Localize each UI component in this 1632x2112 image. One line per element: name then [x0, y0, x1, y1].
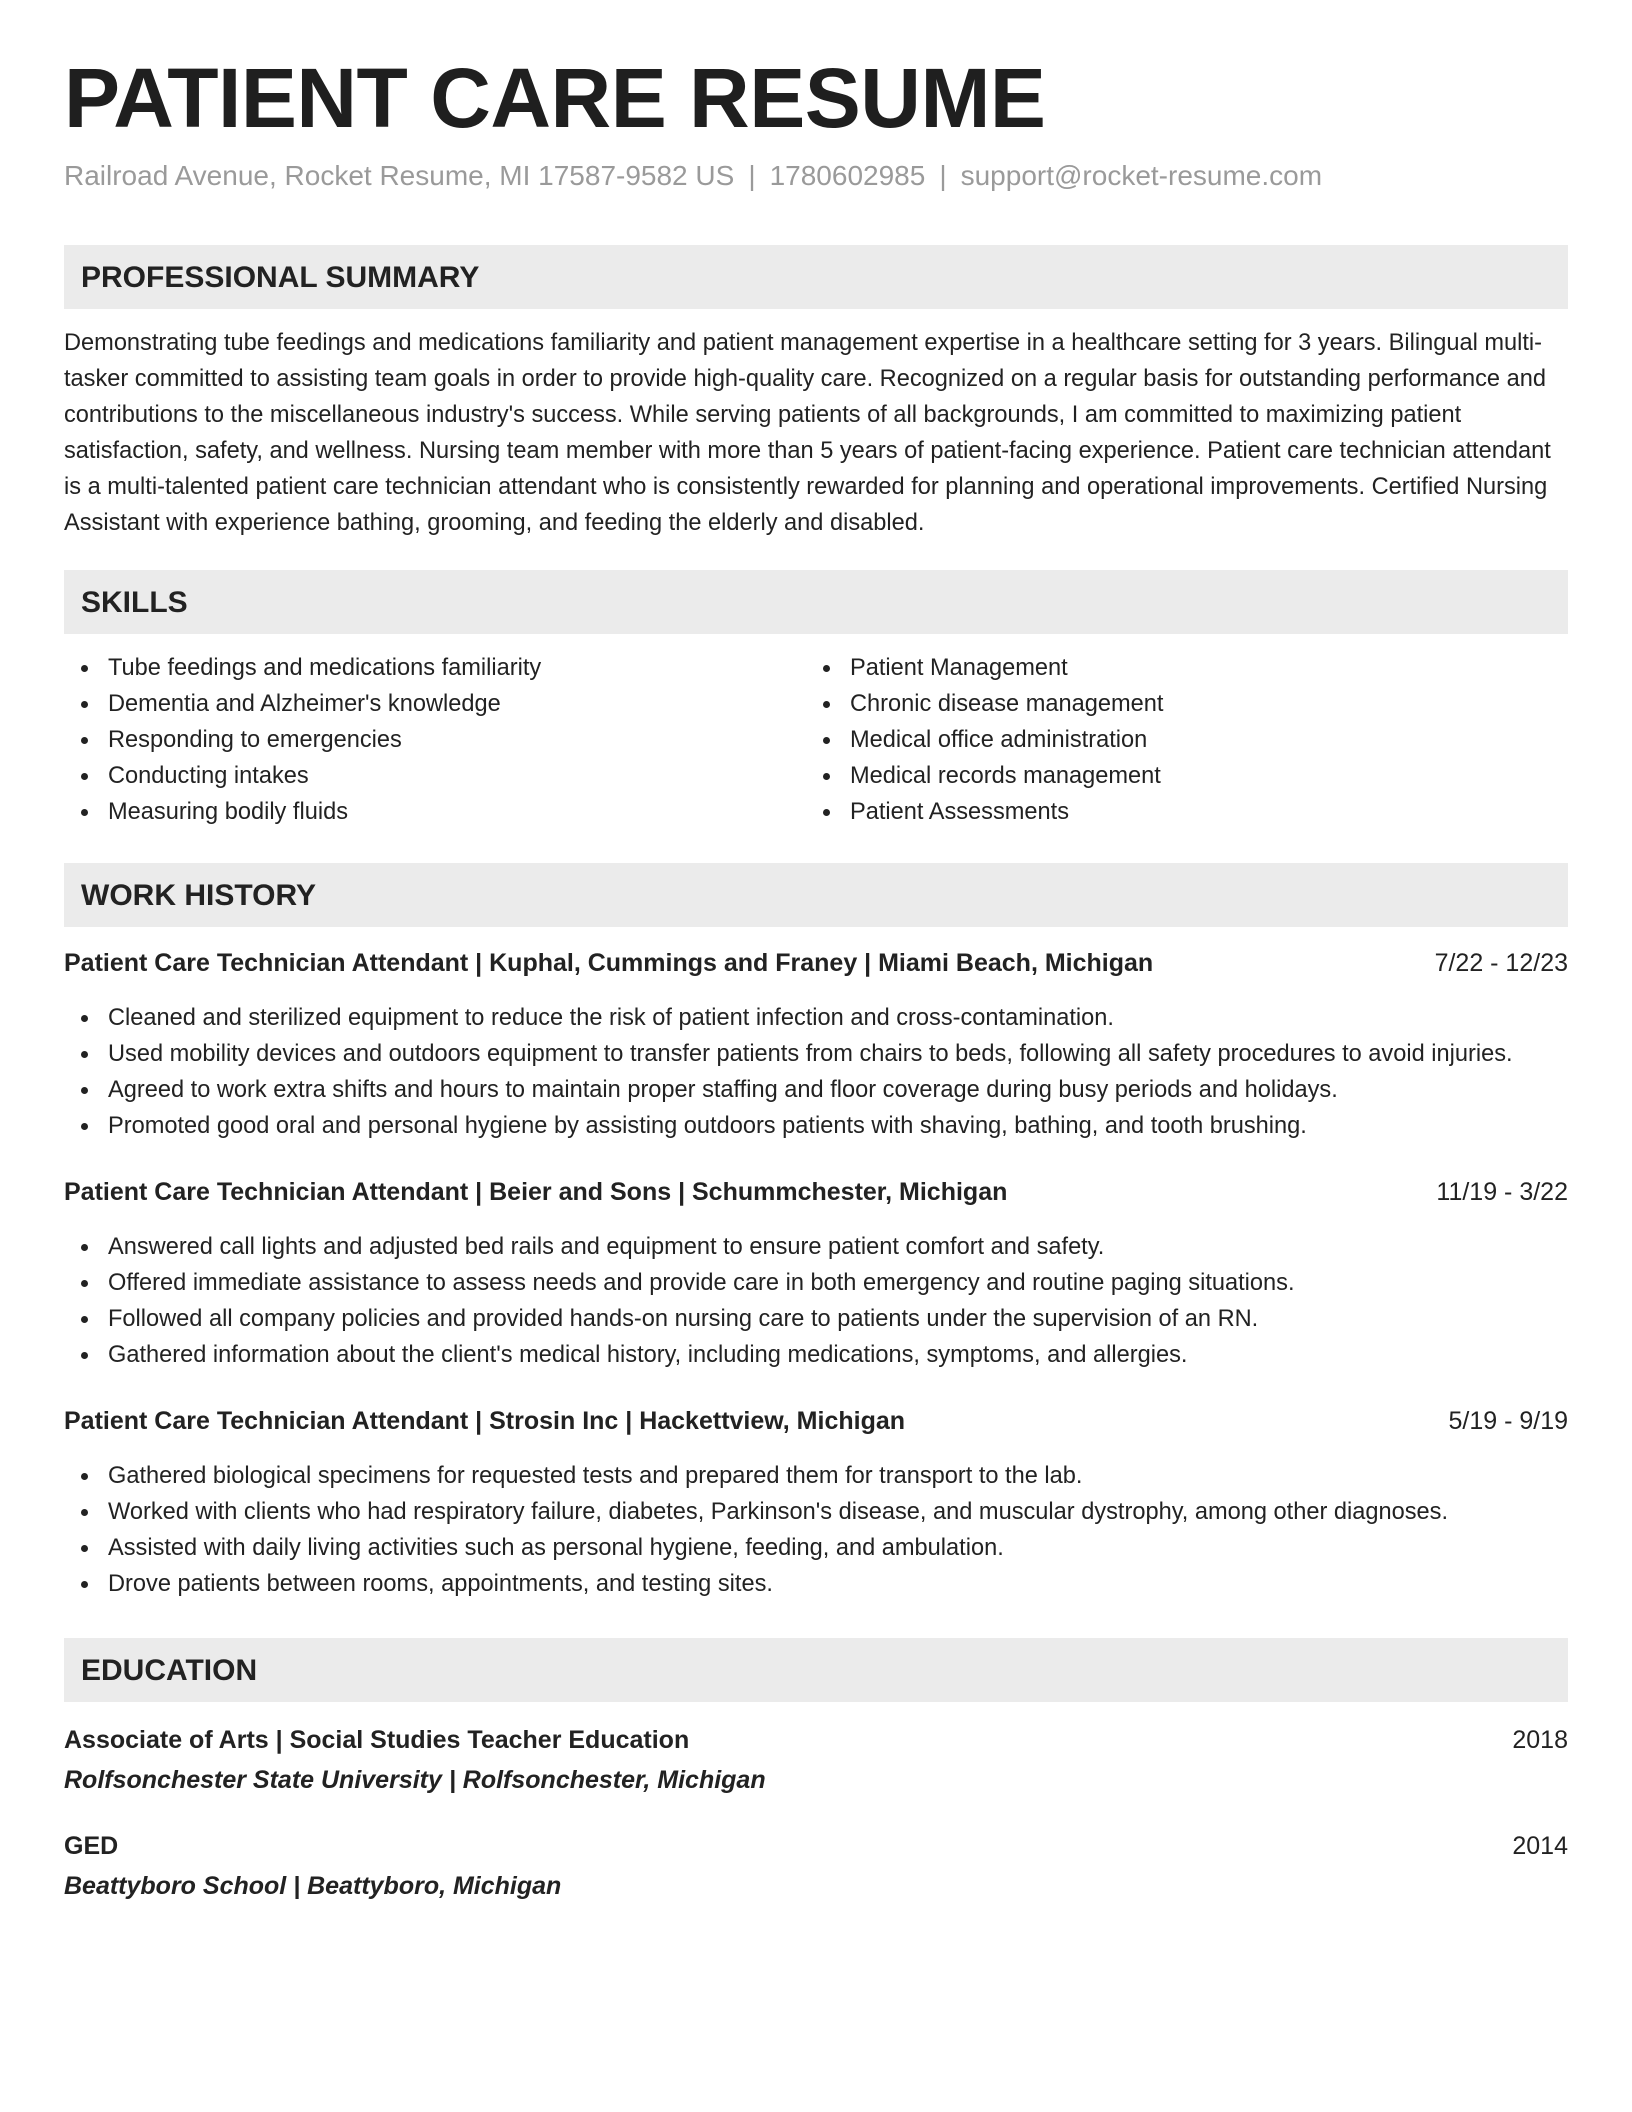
skills-column-left: [64, 650, 806, 830]
job-bullet: Offered immediate assistance to assess needs and provide care in both emergency and routine paging situations.: [64, 1265, 1568, 1301]
job-dates: 11/19 - 3/22: [1436, 1177, 1568, 1206]
education-year: 2014: [1512, 1831, 1568, 1860]
job-dates: 7/22 - 12/23: [1434, 948, 1568, 977]
skill-item: Tube feedings and medications familiarity: [64, 650, 806, 686]
education-school: Rolfsonchester State University | Rolfsonchester, Michigan: [64, 1765, 766, 1794]
education-header: [64, 1828, 1568, 1864]
skill-item: Patient Assessments: [806, 794, 1568, 830]
section-title-summary: PROFESSIONAL SUMMARY: [64, 245, 1568, 309]
education-entry: [64, 1828, 1568, 1904]
education-degree: Associate of Arts | Social Studies Teacher Education: [64, 1725, 690, 1754]
contact-email: support@rocket-resume.com: [960, 160, 1323, 192]
job-bullet: Promoted good oral and personal hygiene by assisting outdoors patients with shaving, bathing, and tooth brushing.: [64, 1108, 1568, 1144]
skill-item: Medical records management: [806, 758, 1568, 794]
job-header: [64, 945, 1568, 981]
job-bullets: [64, 1229, 1568, 1373]
education-degree: GED: [64, 1831, 119, 1860]
contact-line: [64, 158, 1568, 194]
job-bullet: Cleaned and sterilized equipment to reduce the risk of patient infection and cross-contamination.: [64, 1000, 1568, 1036]
education-school: Beattyboro School | Beattyboro, Michigan: [64, 1871, 562, 1900]
job-header: [64, 1174, 1568, 1210]
job-bullet: Followed all company policies and provided hands-on nursing care to patients under the supervision of an RN.: [64, 1301, 1568, 1337]
education-entry: [64, 1722, 1568, 1798]
section-title-education: EDUCATION: [64, 1638, 1568, 1702]
skills-list: [64, 650, 1568, 830]
job-bullets: [64, 1458, 1568, 1602]
job-entry: [64, 1174, 1568, 1373]
education-header: [64, 1722, 1568, 1758]
education-year: 2018: [1512, 1725, 1568, 1754]
job-header: [64, 1403, 1568, 1439]
job-entry: [64, 945, 1568, 1144]
contact-separator: |: [748, 160, 756, 192]
job-dates: 5/19 - 9/19: [1448, 1406, 1568, 1435]
job-heading: Patient Care Technician Attendant | Kuphal, Cummings and Franey | Miami Beach, Michigan: [64, 948, 1154, 977]
job-heading: Patient Care Technician Attendant | Beier and Sons | Schummchester, Michigan: [64, 1177, 1008, 1206]
section-title-skills: SKILLS: [64, 570, 1568, 634]
job-bullet: Worked with clients who had respiratory failure, diabetes, Parkinson's disease, and muscular dystrophy, among other diagnoses.: [64, 1494, 1568, 1530]
job-bullet: Gathered biological specimens for requested tests and prepared them for transport to the lab.: [64, 1458, 1568, 1494]
job-bullets: [64, 1000, 1568, 1144]
job-bullet: Gathered information about the client's medical history, including medications, symptoms, and allergies.: [64, 1337, 1568, 1373]
resume-name: PATIENT CARE RESUME: [64, 51, 1046, 145]
skill-item: Chronic disease management: [806, 686, 1568, 722]
contact-phone: 1780602985: [769, 160, 926, 192]
skills-column-right: [806, 650, 1568, 830]
job-bullet: Used mobility devices and outdoors equipment to transfer patients from chairs to beds, following all safety procedures to avoid injuries.: [64, 1036, 1568, 1072]
job-bullet: Drove patients between rooms, appointments, and testing sites.: [64, 1566, 1568, 1602]
job-bullet: Answered call lights and adjusted bed rails and equipment to ensure patient comfort and safety.: [64, 1229, 1568, 1265]
section-title-work: WORK HISTORY: [64, 863, 1568, 927]
contact-address: Railroad Avenue, Rocket Resume, MI 17587-9582 US: [64, 160, 735, 192]
skill-item: Responding to emergencies: [64, 722, 806, 758]
skill-item: Conducting intakes: [64, 758, 806, 794]
skill-item: Dementia and Alzheimer's knowledge: [64, 686, 806, 722]
job-heading: Patient Care Technician Attendant | Strosin Inc | Hackettview, Michigan: [64, 1406, 906, 1435]
skill-item: Measuring bodily fluids: [64, 794, 806, 830]
job-entry: [64, 1403, 1568, 1602]
skill-item: Patient Management: [806, 650, 1568, 686]
job-bullet: Agreed to work extra shifts and hours to maintain proper staffing and floor coverage during busy periods and holidays.: [64, 1072, 1568, 1108]
skill-item: Medical office administration: [806, 722, 1568, 758]
summary-text: Demonstrating tube feedings and medications familiarity and patient management expertise in a healthcare setting for 3 years. Bilingual multi-tasker committed to assisting team goals in order to provide high-quality care. Recognized on a regular basis for outstanding performance and contributions to the miscellaneous industry's success. While serving patients of all backgrounds, I am committed to maximizing patient satisfaction, safety, and wellness. Nursing team member with more than 5 years of patient-facing experience. Patient care technician attendant is a multi-talented patient care technician attendant who is consistently rewarded for planning and operational improvements. Certified Nursing Assistant with experience bathing, grooming, and feeding the elderly and disabled.: [64, 329, 1551, 536]
contact-separator: |: [939, 160, 947, 192]
job-bullet: Assisted with daily living activities such as personal hygiene, feeding, and ambulation.: [64, 1530, 1568, 1566]
